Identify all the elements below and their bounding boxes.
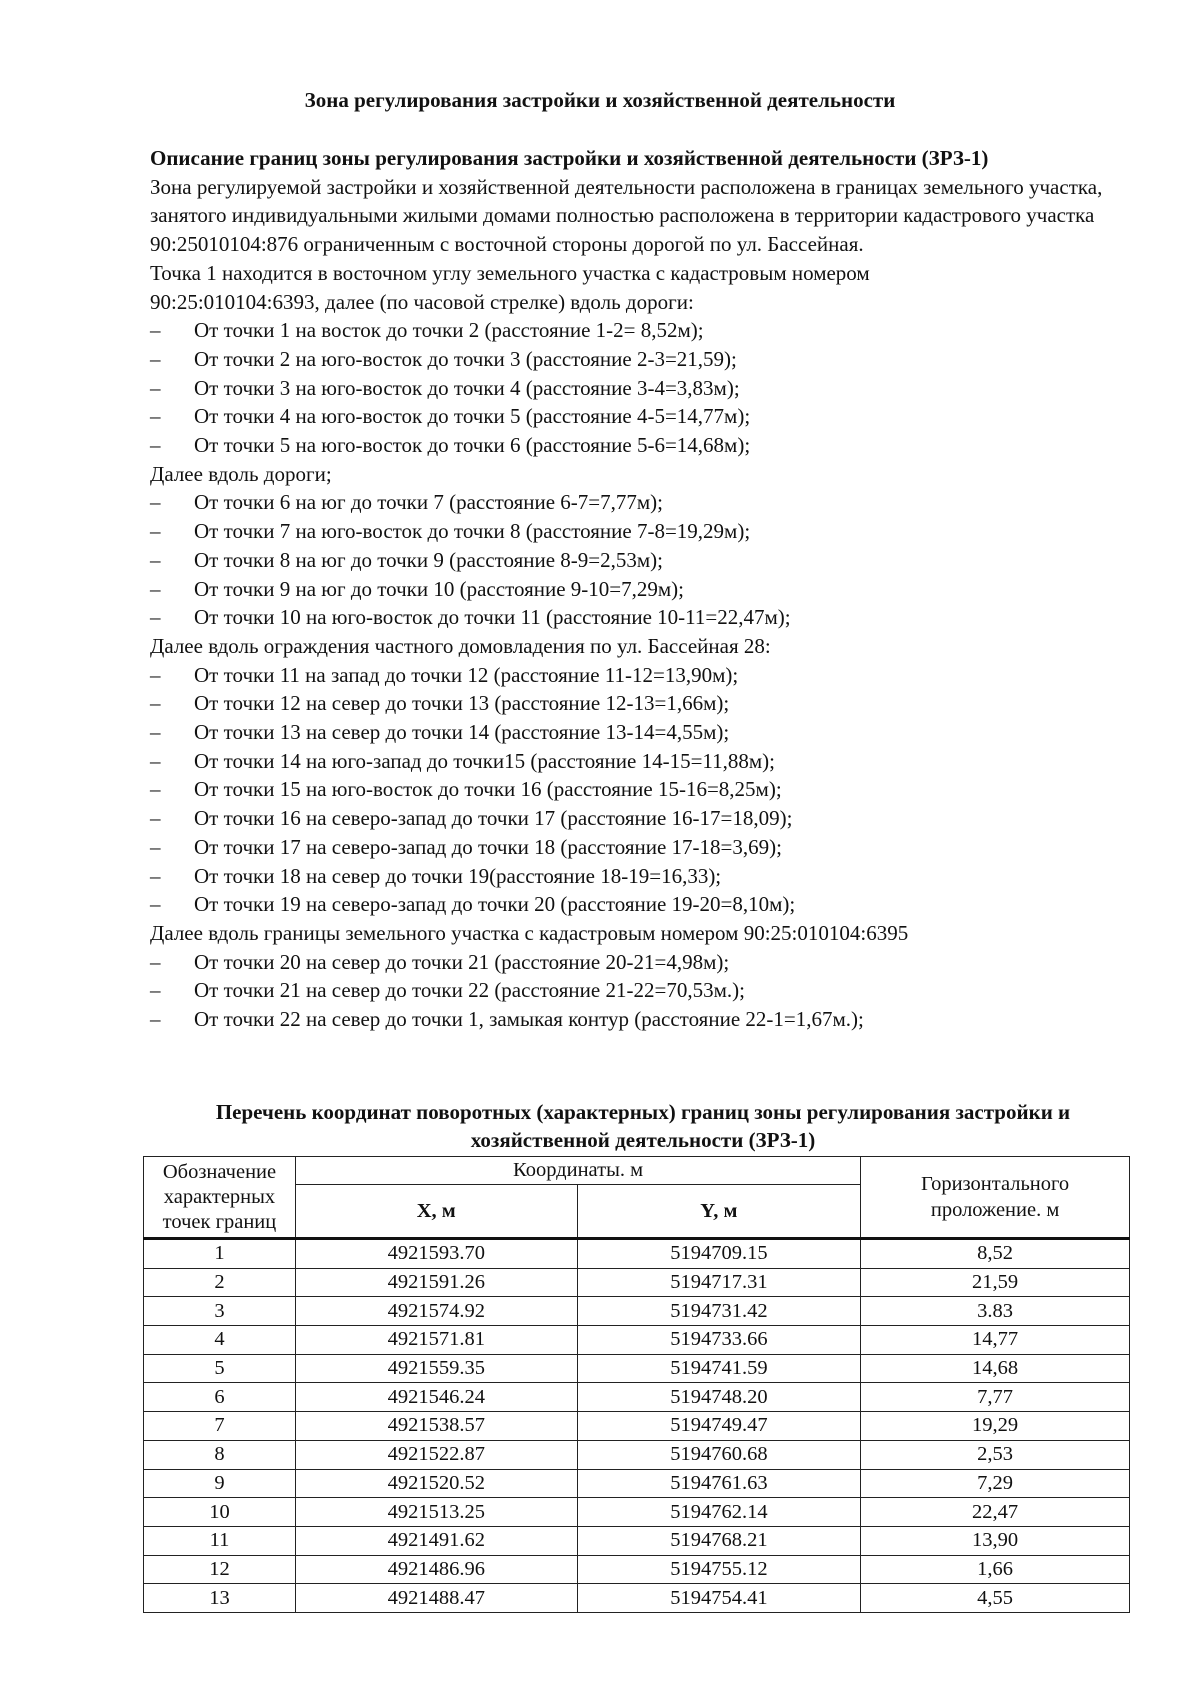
segment-text: От точки 16 на северо-запад до точки 17 (расстояние 16-17=18,09); <box>194 806 793 831</box>
y-coordinate-cell: 5194748.20 <box>577 1383 861 1412</box>
y-coordinate-cell: 5194762.14 <box>577 1498 861 1527</box>
table-row <box>144 1239 1130 1269</box>
dash-bullet: – <box>150 662 161 687</box>
section-heading: Описание границ зоны регулирования застройки и хозяйственной деятельности (ЗРЗ-1) <box>150 146 989 170</box>
x-coordinate-cell: 4921574.92 <box>295 1297 577 1326</box>
distance-cell: 14,77 <box>861 1326 1130 1355</box>
distance-cell: 3.83 <box>861 1297 1130 1326</box>
header-horizontal-distance: Горизонтального проложение. м <box>861 1157 1130 1239</box>
point-number-cell: 1 <box>144 1239 296 1269</box>
dash-bullet: – <box>150 806 161 831</box>
start-point-line: 90:25:010104:6393, далее (по часовой стрелке) вдоль дороги: <box>150 289 694 314</box>
point-number-cell: 10 <box>144 1498 296 1527</box>
dash-bullet: – <box>150 547 161 572</box>
table-title: Перечень координат поворотных (характерных) границ зоны регулирования застройки и хозяйственной деятельности (ЗРЗ-1) <box>215 1100 1071 1152</box>
point-number-cell: 8 <box>144 1440 296 1469</box>
dash-bullet: – <box>150 978 161 1003</box>
distance-cell: 2,53 <box>861 1440 1130 1469</box>
y-coordinate-cell: 5194761.63 <box>577 1469 861 1498</box>
segment-text: От точки 13 на север до точки 14 (расстояние 13-14=4,55м); <box>194 720 730 745</box>
point-number-cell: 7 <box>144 1412 296 1441</box>
segment-item <box>150 345 1140 374</box>
segment-text: От точки 19 на северо-запад до точки 20 (расстояние 19-20=8,10м); <box>194 892 796 917</box>
segment-item <box>150 374 1140 403</box>
segment-list-road <box>150 316 1140 460</box>
point-number-cell: 4 <box>144 1326 296 1355</box>
distance-cell: 13,90 <box>861 1526 1130 1555</box>
dash-bullet: – <box>150 318 161 343</box>
group-heading: Далее вдоль ограждения частного домовладения по ул. Бассейная 28: <box>150 633 771 658</box>
segment-item <box>150 976 1140 1005</box>
segment-item <box>150 431 1140 460</box>
table-row <box>144 1498 1130 1527</box>
x-coordinate-cell: 4921488.47 <box>295 1584 577 1613</box>
point-number-cell: 3 <box>144 1297 296 1326</box>
y-coordinate-cell: 5194754.41 <box>577 1584 861 1613</box>
x-coordinate-cell: 4921546.24 <box>295 1383 577 1412</box>
segment-item <box>150 517 1140 546</box>
segment-text: От точки 6 на юг до точки 7 (расстояние 6-7=7,77м); <box>194 490 663 515</box>
segment-item <box>150 775 1140 804</box>
segment-item <box>150 402 1140 431</box>
boundary-description <box>150 144 1140 1034</box>
segment-text: От точки 21 на север до точки 22 (расстояние 21-22=70,53м.); <box>194 978 745 1003</box>
segment-list-fence <box>150 661 1140 919</box>
distance-cell: 7,29 <box>861 1469 1130 1498</box>
segment-item <box>150 1005 1140 1034</box>
distance-cell: 21,59 <box>861 1268 1130 1297</box>
segment-item <box>150 603 1140 632</box>
table-row <box>144 1383 1130 1412</box>
segment-text: От точки 17 на северо-запад до точки 18 (расстояние 17-18=3,69); <box>194 834 782 859</box>
x-coordinate-cell: 4921571.81 <box>295 1326 577 1355</box>
segment-item <box>150 747 1140 776</box>
distance-cell: 4,55 <box>861 1584 1130 1613</box>
table-row <box>144 1326 1130 1355</box>
table-row <box>144 1440 1130 1469</box>
segment-text: От точки 10 на юго-восток до точки 11 (расстояние 10-11=22,47м); <box>194 605 791 630</box>
x-coordinate-cell: 4921513.25 <box>295 1498 577 1527</box>
distance-cell: 8,52 <box>861 1239 1130 1269</box>
table-row <box>144 1526 1130 1555</box>
distance-cell: 19,29 <box>861 1412 1130 1441</box>
x-coordinate-cell: 4921538.57 <box>295 1412 577 1441</box>
y-coordinate-cell: 5194741.59 <box>577 1354 861 1383</box>
distance-cell: 14,68 <box>861 1354 1130 1383</box>
segment-item <box>150 804 1140 833</box>
segment-text: От точки 18 на север до точки 19(расстояние 18-19=16,33); <box>194 863 722 888</box>
dash-bullet: – <box>150 490 161 515</box>
header-x: X, м <box>295 1185 577 1239</box>
coordinates-table-body <box>144 1239 1130 1613</box>
x-coordinate-cell: 4921591.26 <box>295 1268 577 1297</box>
x-coordinate-cell: 4921486.96 <box>295 1555 577 1584</box>
segment-item <box>150 718 1140 747</box>
dash-bullet: – <box>150 892 161 917</box>
header-y: Y, м <box>577 1185 861 1239</box>
dash-bullet: – <box>150 433 161 458</box>
segment-item <box>150 316 1140 345</box>
x-coordinate-cell: 4921520.52 <box>295 1469 577 1498</box>
y-coordinate-cell: 5194768.21 <box>577 1526 861 1555</box>
segment-item <box>150 546 1140 575</box>
y-coordinate-cell: 5194717.31 <box>577 1268 861 1297</box>
y-coordinate-cell: 5194733.66 <box>577 1326 861 1355</box>
point-number-cell: 12 <box>144 1555 296 1584</box>
table-row <box>144 1354 1130 1383</box>
x-coordinate-cell: 4921522.87 <box>295 1440 577 1469</box>
segment-text: От точки 9 на юг до точки 10 (расстояние 9-10=7,29м); <box>194 576 684 601</box>
start-point-line: Точка 1 находится в восточном углу земельного участка с кадастровым номером <box>150 260 870 285</box>
distance-cell: 7,77 <box>861 1383 1130 1412</box>
segment-item <box>150 488 1140 517</box>
segment-text: От точки 22 на север до точки 1, замыкая контур (расстояние 22-1=1,67м.); <box>194 1007 864 1032</box>
x-coordinate-cell: 4921593.70 <box>295 1239 577 1269</box>
header-point-designation: Обозначение характерных точек границ <box>144 1157 296 1239</box>
segment-text: От точки 7 на юго-восток до точки 8 (расстояние 7-8=19,29м); <box>194 519 751 544</box>
segment-item <box>150 833 1140 862</box>
segment-text: От точки 4 на юго-восток до точки 5 (расстояние 4-5=14,77м); <box>194 404 751 429</box>
point-number-cell: 5 <box>144 1354 296 1383</box>
segment-text: От точки 15 на юго-восток до точки 16 (расстояние 15-16=8,25м); <box>194 777 782 802</box>
table-row <box>144 1584 1130 1613</box>
segment-text: От точки 20 на север до точки 21 (расстояние 20-21=4,98м); <box>194 949 730 974</box>
segment-list-road-2 <box>150 488 1140 632</box>
table-row <box>144 1297 1130 1326</box>
dash-bullet: – <box>150 519 161 544</box>
dash-bullet: – <box>150 777 161 802</box>
y-coordinate-cell: 5194755.12 <box>577 1555 861 1584</box>
point-number-cell: 9 <box>144 1469 296 1498</box>
dash-bullet: – <box>150 834 161 859</box>
distance-cell: 1,66 <box>861 1555 1130 1584</box>
y-coordinate-cell: 5194731.42 <box>577 1297 861 1326</box>
segment-item <box>150 661 1140 690</box>
segment-item <box>150 890 1140 919</box>
segment-item <box>150 862 1140 891</box>
table-row <box>144 1412 1130 1441</box>
table-row <box>144 1555 1130 1584</box>
segment-list-parcel <box>150 948 1140 1034</box>
dash-bullet: – <box>150 576 161 601</box>
dash-bullet: – <box>150 720 161 745</box>
segment-item <box>150 948 1140 977</box>
segment-text: От точки 5 на юго-восток до точки 6 (расстояние 5-6=14,68м); <box>194 433 751 458</box>
dash-bullet: – <box>150 949 161 974</box>
dash-bullet: – <box>150 691 161 716</box>
dash-bullet: – <box>150 346 161 371</box>
y-coordinate-cell: 5194760.68 <box>577 1440 861 1469</box>
y-coordinate-cell: 5194749.47 <box>577 1412 861 1441</box>
segment-text: От точки 1 на восток до точки 2 (расстояние 1-2= 8,52м); <box>194 318 704 343</box>
x-coordinate-cell: 4921491.62 <box>295 1526 577 1555</box>
segment-text: От точки 2 на юго-восток до точки 3 (расстояние 2-3=21,59); <box>194 346 737 371</box>
intro-paragraph: Зона регулируемой застройки и хозяйственной деятельности расположена в границах земельного участка, занятого индивидуальными жилыми домами полностью расположена в территории кадастрового участка 90:25010104:876 ограниченным с восточной стороны дорогой по ул. Бассейная. <box>150 174 1103 257</box>
x-coordinate-cell: 4921559.35 <box>295 1354 577 1383</box>
table-row <box>144 1268 1130 1297</box>
dash-bullet: – <box>150 375 161 400</box>
dash-bullet: – <box>150 863 161 888</box>
distance-cell: 22,47 <box>861 1498 1130 1527</box>
coordinates-table <box>143 1156 1130 1613</box>
group-heading: Далее вдоль дороги; <box>150 461 332 486</box>
segment-text: От точки 11 на запад до точки 12 (расстояние 11-12=13,90м); <box>194 662 739 687</box>
point-number-cell: 13 <box>144 1584 296 1613</box>
dash-bullet: – <box>150 605 161 630</box>
group-heading: Далее вдоль границы земельного участка с кадастровым номером 90:25:010104:6395 <box>150 920 909 945</box>
dash-bullet: – <box>150 1007 161 1032</box>
segment-text: От точки 12 на север до точки 13 (расстояние 12-13=1,66м); <box>194 691 730 716</box>
segment-text: От точки 14 на юго-запад до точки15 (расстояние 14-15=11,88м); <box>194 748 775 773</box>
segment-item <box>150 575 1140 604</box>
segment-text: От точки 8 на юг до точки 9 (расстояние 8-9=2,53м); <box>194 547 663 572</box>
dash-bullet: – <box>150 404 161 429</box>
point-number-cell: 6 <box>144 1383 296 1412</box>
point-number-cell: 11 <box>144 1526 296 1555</box>
point-number-cell: 2 <box>144 1268 296 1297</box>
header-coordinates: Координаты. м <box>295 1157 860 1185</box>
segment-item <box>150 689 1140 718</box>
y-coordinate-cell: 5194709.15 <box>577 1239 861 1269</box>
table-row <box>144 1469 1130 1498</box>
dash-bullet: – <box>150 748 161 773</box>
document-title: Зона регулирования застройки и хозяйственной деятельности <box>304 88 896 112</box>
segment-text: От точки 3 на юго-восток до точки 4 (расстояние 3-4=3,83м); <box>194 375 740 400</box>
